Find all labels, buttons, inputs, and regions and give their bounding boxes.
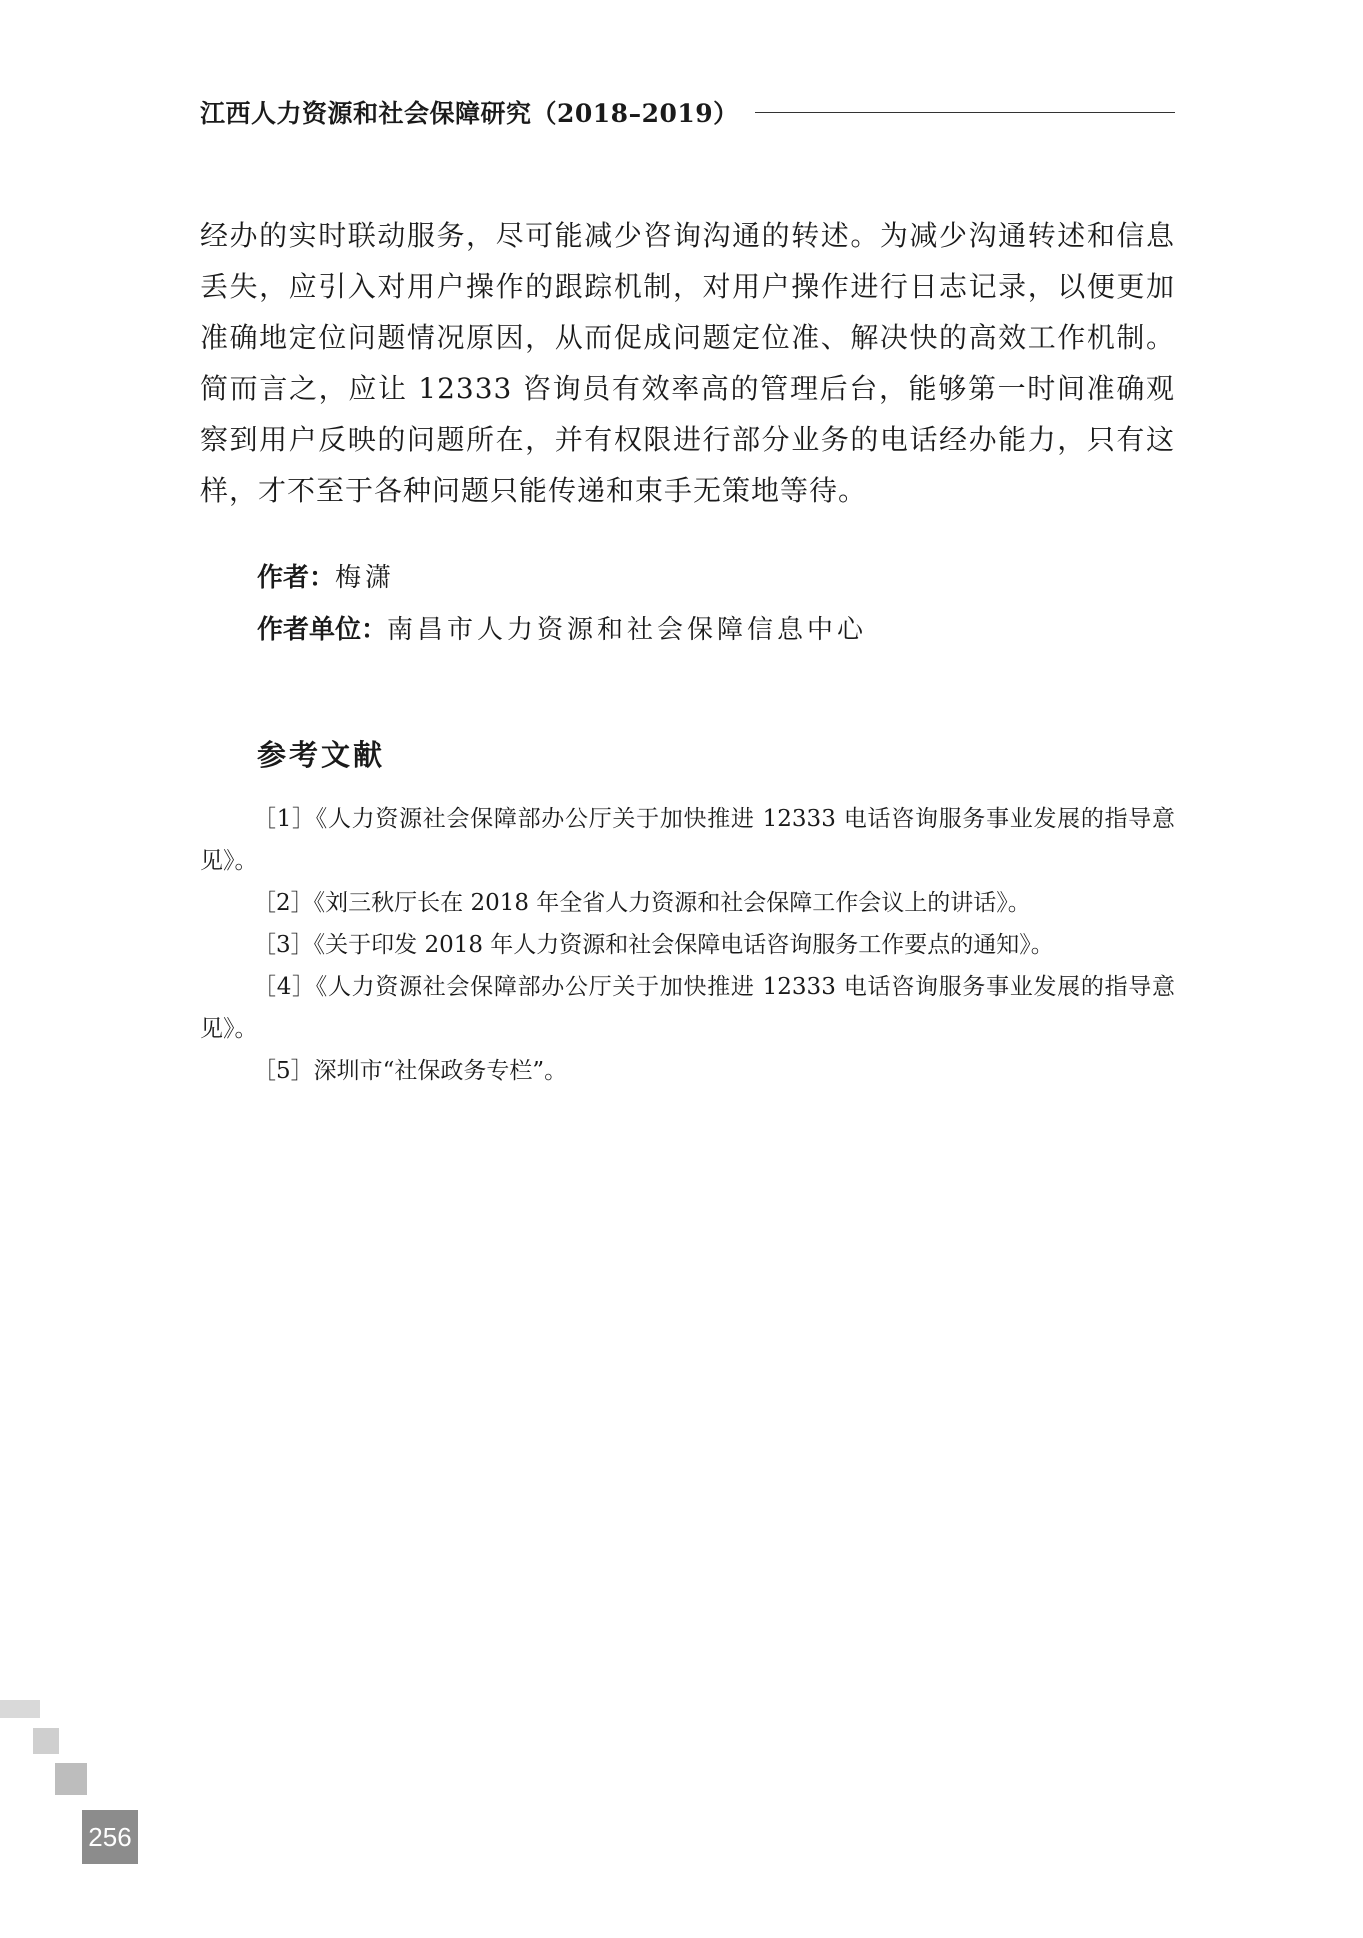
running-header: [200, 92, 1175, 132]
author-block: [257, 552, 1157, 656]
references-list: [200, 798, 1175, 1092]
author-unit-row: [257, 604, 1157, 656]
author-name: 梅潇: [335, 563, 396, 593]
reference-item: ［1］《人力资源社会保障部办公厅关于加快推进 12333 电话咨询服务事业发展的指导意见》。: [200, 806, 1175, 874]
corner-decoration-square: [0, 1700, 40, 1718]
reference-item: ［2］《刘三秋厅长在 2018 年全省人力资源和社会保障工作会议上的讲话》。: [253, 890, 1031, 916]
reference-item: ［3］《关于印发 2018 年人力资源和社会保障电话咨询服务工作要点的通知》。: [253, 932, 1054, 958]
author-unit: 南昌市人力资源和社会保障信息中心: [387, 615, 868, 645]
reference-item: ［5］深圳市“社保政务专栏”。: [253, 1058, 568, 1084]
body-paragraph: 经办的实时联动服务，尽可能减少咨询沟通的转述。为减少沟通转述和信息丢失，应引入对用户操作的跟踪机制，对用户操作进行日志记录，以便更加准确地定位问题情况原因，从而促成问题定位准、解决快的高效工作机制。简而言之，应让 12333 咨询员有效率高的管理后台，能够第一时间准确观察到用户反映的问题所在，并有权限进行部分业务的电话经办能力，只有这样，才不至于各种问题只能传递和束手无策地等待。: [200, 219, 1175, 507]
reference-item: ［4］《人力资源社会保障部办公厅关于加快推进 12333 电话咨询服务事业发展的指导意见》。: [200, 974, 1175, 1042]
author-unit-label: 作者单位：: [257, 615, 388, 645]
running-title: 江西人力资源和社会保障研究（2018–2019）: [200, 99, 739, 128]
body-text: [200, 210, 1175, 516]
references-heading: 参考文献: [257, 738, 386, 772]
header-rule: [755, 112, 1175, 113]
page-number: 256: [82, 1810, 138, 1864]
author-row: [257, 552, 1157, 604]
corner-decoration-square: [33, 1728, 59, 1754]
corner-decoration-square: [55, 1763, 87, 1795]
author-label: 作者：: [257, 563, 336, 593]
